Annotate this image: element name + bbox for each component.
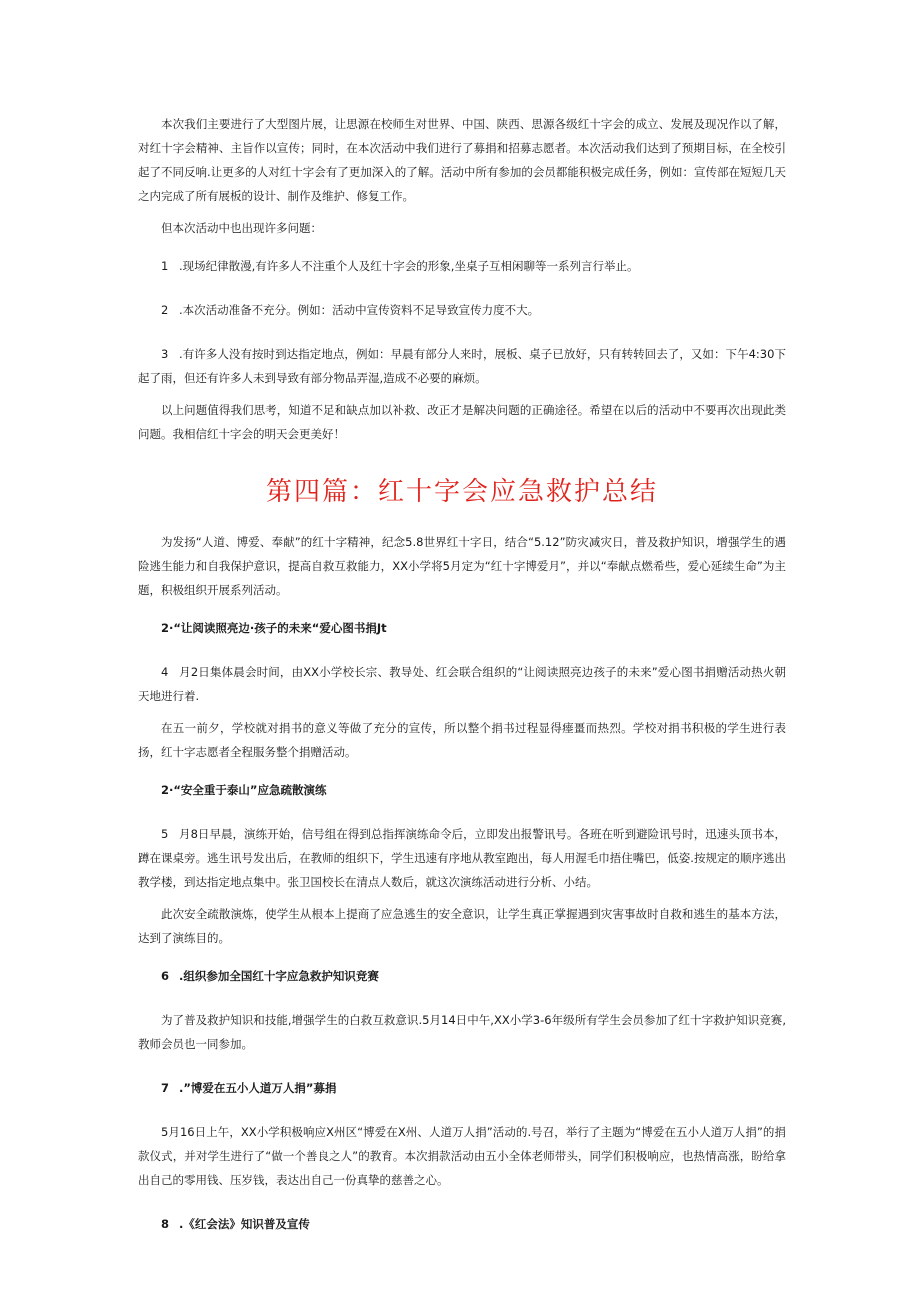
list-item-text: .有许多人没有按时到达指定地点，例如：早晨有部分人来时，展板、桌子已放好，只有转转回去了，又如：下午4:30下起了雨，但还有许多人未到导致有部分物品弄湿,造成不必要的麻烦。 (138, 347, 786, 385)
section-title: 第四篇：红十字会应急救护总结 (265, 477, 658, 507)
subheading-text: .”博爱在五小人道万人捐”募捐 (179, 1081, 337, 1095)
subheading-knowledge-contest (138, 964, 786, 988)
list-number: 1 (161, 259, 169, 273)
list-number: 3 (161, 347, 169, 361)
list-number: 4 (161, 665, 169, 679)
list-number: 7 (161, 1081, 170, 1095)
list-item-text: .本次活动准备不充分。例如：活动中宣传资料不足导致宣传力度不大。 (179, 303, 540, 317)
paragraph-knowledge-contest: 为了普及救护知识和技能,增强学生的白救互救意识.5月14日中午,XX小学3-6年级所有学生会员参加了红十字救护知识竞赛,教师会员也一同参加。 (138, 1013, 786, 1051)
list-number: 5 (161, 827, 169, 841)
list-number: 8 (161, 1217, 170, 1231)
paragraph-text: 月2日集体晨会时间，由XX小学校长宗、教导处、红会联合组织的“让阅读照亮边孩子的未来”爱心图书捐赠活动热火朝天地进行着. (138, 665, 786, 703)
subheading-text: .组织参加全国红十字应急救护知识竞赛 (179, 969, 379, 983)
list-item-problem-1 (138, 254, 786, 278)
subheading-evacuation-drill: 2·“安全重于泰山”应急疏散演练 (161, 783, 327, 797)
subheading-fundraising (138, 1076, 786, 1100)
paragraph-conclusion: 以上问题值得我们思考，知道不足和缺点加以补救、改正才是解决问题的正确途径。希望在以后的活动中不要再次出现此类问题。我相信红十字会的明天会更美好！ (138, 403, 786, 441)
paragraph-intro: 为发扬“人道、博爱、奉献”的红十字精神，纪念5.8世界红十字日，结合“5.12”防灾减灾日，普及救护知识，增强学生的遇险逃生能力和自我保护意识，提高自救互救能力，XX小学将5月定为“红十字博爱月”，并以“奉献点燃希些，爱心延续生命”为主题，积极组织开展系列活动。 (138, 535, 786, 597)
list-number: 6 (161, 969, 170, 983)
subheading-book-donation: 2·“让阅读照亮边·孩子的未来“爱心图书捐Jt (161, 621, 387, 635)
paragraph-book-donation (138, 660, 786, 708)
paragraph-evacuation-drill (138, 822, 786, 894)
list-item-text: .现场纪律散漫,有许多人不注重个人及红十字会的形象,坐桌子互相闲聊等一系列言行举止。 (179, 259, 639, 273)
paragraph-problems-intro: 但本次活动中也出现许多问题： (161, 221, 322, 235)
document-page (138, 112, 786, 1236)
list-item-problem-2 (138, 298, 786, 322)
paragraph-book-donation-detail: 在五一前夕，学校就对捐书的意义等做了充分的宣传，所以整个捐书过程显得瘗畺而热烈。学校对捐书积极的学生进行表扬，红十字志愿者全程服务整个捐赠活动。 (138, 721, 786, 759)
paragraph-text: 月8日早晨，演练开始，信号组在得到总指挥演练命令后，立即发出报警讯号。各班在听到避险讯号时，迅速头顶书本，蹲在课桌旁。逃生讯号发出后，在教师的组织下，学生迅速有序地从教室跑出，每人用渥毛巾捂住嘴巴，低姿.按规定的顺序逃出教学楼，到达指定地点集中。张卫国校长在清点人数后，就这次演练活动进行分析、小结。 (138, 827, 786, 889)
list-number: 2 (161, 303, 169, 317)
list-item-problem-3 (138, 342, 786, 390)
paragraph-evacuation-result: 此次安全疏散演炼，使学生从根本上提商了应急逃生的安全意识，让学生真正掌握遇到灾害事故时自救和逃生的基本方法，达到了演练目的。 (138, 907, 786, 945)
paragraph-exhibition-summary: 本次我们主要进行了大型图片展，让思源在校师生对世界、中国、陕西、思源各级红十字会的成立、发展及现况作以了解，对红十字会精神、主旨作以宣传；同时，在本次活动中我们进行了募捐和招募志愿者。本次活动我们达到了预期目标，在全校引起了不同反响.让更多的人对红十字会有了更加深入的了解。活动中所有参加的会员都能积极完成任务，例如：宣传部在短短几天之内完成了所有展板的设计、制作及维护、修复工作。 (138, 117, 786, 203)
paragraph-fundraising: 5月16日上午，XX小学积极响应X州区“博爱在X州、人道万人捐”活动的.号召，举行了主题为“博爱在五小人道万人捐”的捐款仪式，并对学生进行了“做一个善良之人”的教育。本次捐款活动由五小全体老师带头，同学们积极响应，也热情高涨，盼给拿出自己的零用钱、压岁钱，表达出自己一份真挚的慈善之心。 (138, 1125, 786, 1187)
subheading-text: .《红会法》知识普及宣传 (179, 1217, 310, 1231)
subheading-red-cross-law (138, 1212, 786, 1236)
